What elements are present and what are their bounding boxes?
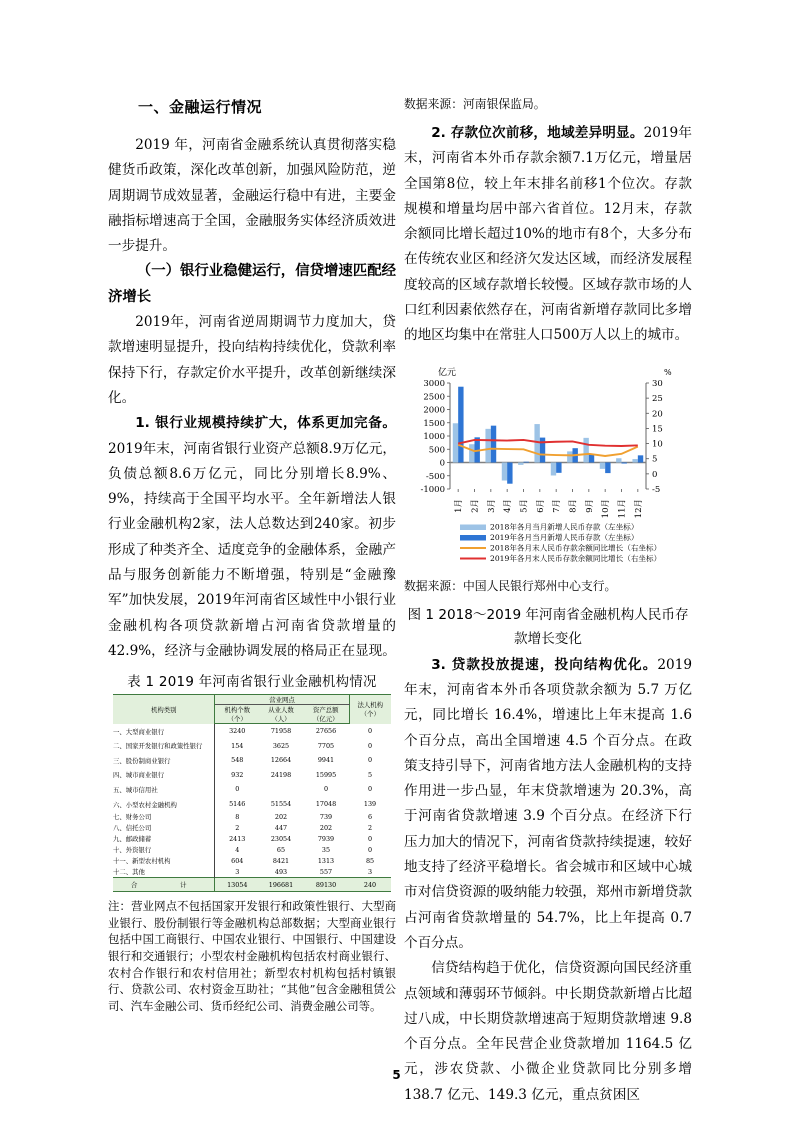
data-source-chart: 数据来源：中国人民银行郑州中心支行。 — [404, 578, 617, 593]
row-legal: 3 — [367, 867, 373, 876]
paragraph-item2 — [404, 121, 692, 349]
item1-heading: 1. 银行业规模持续扩大，体系更加完备。 — [135, 415, 396, 432]
item3-heading: 3. 贷款投放提速，投向结构优化。 — [431, 656, 658, 673]
row-label: 十一、新型农村机构 — [113, 855, 215, 866]
row-legal: 0 — [367, 741, 373, 750]
paragraph-banking-intro: 2019年，河南省逆周期调节力度加大，贷款增速明显提升，投向结构持续优化，贷款利率保持下行，存款定价水平提升，改革创新继续深化。 — [108, 314, 396, 406]
row-staff: 51554 — [270, 800, 292, 808]
row-assets: 9941 — [317, 756, 335, 765]
total-staff: 196681 — [259, 878, 303, 892]
svg-text:20: 20 — [652, 408, 663, 419]
th-institution-type: 机构类别 — [113, 695, 215, 724]
total-legal: 240 — [349, 878, 391, 892]
table-row — [113, 768, 391, 783]
table-row — [113, 855, 391, 866]
svg-text:6月: 6月 — [535, 498, 546, 513]
svg-text:11月: 11月 — [617, 498, 628, 518]
row-legal: 6 — [367, 812, 373, 821]
svg-text:5月: 5月 — [519, 498, 530, 513]
svg-text:2500: 2500 — [423, 391, 445, 402]
th-count — [215, 705, 259, 724]
svg-text:亿元: 亿元 — [438, 367, 457, 378]
table-note-lead: 注： — [108, 899, 132, 914]
svg-text:5: 5 — [652, 454, 658, 465]
page-number: 5 — [392, 1068, 401, 1082]
row-count: 2413 — [229, 834, 246, 843]
row-assets: 557 — [319, 867, 333, 876]
table-row — [113, 811, 391, 822]
svg-text:4月: 4月 — [503, 498, 514, 513]
subsection-title: （一）银行业稳健运行，信贷增速匹配经济增长 — [108, 263, 396, 305]
th-count-line2: （个） — [227, 715, 247, 724]
total-label: 合 计 — [113, 878, 215, 892]
row-staff — [259, 782, 303, 797]
chart-svg — [404, 361, 692, 573]
svg-text:3000: 3000 — [423, 378, 445, 389]
svg-text:-5: -5 — [652, 484, 661, 495]
th-legal-entities — [349, 695, 391, 724]
section-title: 一、金融运行情况 — [138, 98, 263, 116]
row-legal: 85 — [365, 856, 375, 865]
svg-text:2018年各月末人民币存款余额同比增长（右坐标）: 2018年各月末人民币存款余额同比增长（右坐标） — [490, 543, 662, 553]
svg-text:1500: 1500 — [423, 418, 445, 429]
row-count: 548 — [231, 756, 244, 765]
row-legal: 2 — [367, 823, 373, 832]
svg-text:2月: 2月 — [470, 498, 481, 513]
table-row — [113, 724, 391, 739]
item1-body: 2019年末，河南省银行业资产总额8.9万亿元，负债总额8.6万亿元，同比分别增长8.9%、9%，持续高于全国平均水平。全年新增法人银行业金融机构2家，法人总数达到240家。初步形成了种类齐全、适度竞争的金融体系，金融产品与服务创新能力不断增强，特别是“金融豫军”加快发展，2019年河南省区域性中小银行业金融机构各项贷款新增占河南省贷款增量的42.9%，经济与金融协调发展的格局正在显现。 — [108, 440, 396, 659]
row-legal: 0 — [367, 845, 373, 854]
row-label: 二、国家开发银行和政策性银行 — [113, 738, 215, 753]
row-staff: 65 — [276, 845, 286, 854]
table-caption: 表 1 2019 年河南省银行业金融机构情况 — [127, 675, 377, 691]
row-staff: 8421 — [272, 856, 290, 865]
svg-text:25: 25 — [652, 393, 663, 404]
svg-text:2000: 2000 — [423, 405, 445, 416]
row-legal: 139 — [363, 800, 377, 808]
row-staff: 447 — [274, 823, 288, 832]
svg-text:500: 500 — [428, 444, 445, 455]
right-column — [404, 95, 692, 1108]
row-staff: 3625 — [272, 741, 290, 750]
row-staff: 71958 — [270, 727, 292, 736]
svg-text:-1000: -1000 — [420, 484, 445, 495]
svg-text:-500: -500 — [425, 471, 445, 482]
bank-institutions-table — [113, 694, 391, 892]
row-staff: 202 — [274, 812, 288, 821]
row-legal: 5 — [367, 770, 373, 779]
table-row — [113, 844, 391, 855]
row-staff: 23054 — [270, 834, 292, 843]
row-count: 5146 — [229, 800, 246, 808]
row-assets: 7939 — [317, 834, 335, 843]
svg-text:1000: 1000 — [423, 431, 445, 442]
row-legal: 0 — [367, 834, 373, 843]
th-assets-line1: 资产总额 — [312, 706, 339, 715]
row-assets: 1313 — [317, 856, 335, 865]
total-assets: 89130 — [303, 878, 349, 892]
row-label: 五、城市信用社 — [113, 782, 215, 797]
row-label: 十二、其他 — [113, 866, 215, 878]
row-staff: 12664 — [270, 756, 292, 765]
row-count: 4 — [235, 845, 240, 854]
row-legal: 0 — [367, 785, 373, 794]
svg-text:8月: 8月 — [568, 498, 579, 513]
table-row — [113, 797, 391, 812]
svg-text:10: 10 — [652, 439, 663, 450]
row-label: 八、信托公司 — [113, 822, 215, 833]
table-row — [113, 822, 391, 833]
row-assets: 35 — [321, 845, 331, 854]
row-assets: 15995 — [315, 770, 337, 779]
row-count: 0 — [235, 785, 240, 794]
row-assets: 27656 — [315, 727, 337, 736]
item2-body: 2019年末，河南省本外币存款余额7.1万亿元，增量居全国第8位，较上年末排名前移1个位次。存款规模和增量均居中部六省首位。12月末，存款余额同比增长超过10%的地市有8个，大多分布在传统农业区和经济欠发达区域，而经济发展程度较高的区域存款增长较慢。区域存款市场的人口红利因素依然存在，河南省新增存款同比多增的地区均集中在常驻人口500万人以上的城市。 — [404, 125, 692, 344]
svg-text:10月: 10月 — [601, 498, 612, 518]
row-count: 8 — [235, 812, 240, 821]
row-label: 六、小型农村金融机构 — [113, 797, 215, 812]
row-assets: 7705 — [317, 741, 335, 750]
table-row — [113, 782, 391, 797]
th-staff-line1: 从业人数 — [268, 706, 294, 715]
th-legal-line1: 法人机构 — [357, 701, 384, 710]
row-assets: 202 — [319, 823, 333, 832]
row-count: 2 — [235, 823, 240, 832]
table-note-body: 营业网点不包括国家开发银行和政策性银行、大型商业银行、股份制银行等金融机构总部数据；大型商业银行包括中国工商银行、中国农业银行、中国银行、中国建设银行和交通银行；小型农村金融机构包括农村商业银行、农村合作银行和农村信用社；新型农村机构包括村镇银行、贷款公司、农村资金互助社；“其他”包含金融租赁公司、汽车金融公司、货币经纪公司、消费金融公司等。 — [108, 899, 396, 1013]
figure-caption: 图 1 2018～2019 年河南省金融机构人民币存款增长变化 — [407, 606, 689, 647]
svg-text:15: 15 — [652, 424, 663, 435]
row-assets: 0 — [323, 785, 329, 794]
svg-text:12月: 12月 — [633, 498, 644, 518]
svg-text:7月: 7月 — [552, 498, 563, 513]
data-source-table: 数据来源：河南银保监局。 — [404, 97, 546, 111]
row-staff: 493 — [274, 867, 288, 876]
svg-text:2019年各月当月新增人民币存款（左坐标）: 2019年各月当月新增人民币存款（左坐标） — [490, 532, 639, 542]
table-row — [113, 833, 391, 844]
row-assets: 739 — [319, 812, 333, 821]
svg-text:9月: 9月 — [584, 498, 595, 513]
deposit-growth-chart — [404, 361, 692, 577]
row-label: 九、邮政储蓄 — [113, 833, 215, 844]
row-count: 932 — [231, 770, 244, 779]
svg-text:0: 0 — [439, 458, 445, 469]
svg-text:30: 30 — [652, 378, 663, 389]
th-outlets-group: 营业网点 — [215, 695, 349, 705]
th-legal-line2: （个） — [360, 710, 380, 719]
left-column — [108, 95, 396, 1014]
th-assets — [303, 705, 349, 724]
th-staff-line2: （人） — [271, 715, 291, 724]
svg-text:0: 0 — [652, 469, 658, 480]
table-row — [113, 738, 391, 753]
table-row — [113, 753, 391, 768]
svg-text:1月: 1月 — [454, 498, 465, 513]
row-count: 154 — [231, 741, 244, 750]
svg-text:2019年各月末人民币存款余额同比增长（右坐标）: 2019年各月末人民币存款余额同比增长（右坐标） — [490, 553, 662, 563]
row-label: 三、股份制商业银行 — [113, 753, 215, 768]
th-staff — [259, 705, 303, 724]
row-count: 3240 — [229, 727, 246, 736]
item2-heading: 2. 存款位次前移，地域差异明显。 — [431, 125, 644, 141]
row-legal: 0 — [367, 727, 373, 736]
paragraph-item1 — [108, 411, 396, 664]
item3-body: 2019 年末，河南省本外币各项贷款余额为 5.7 万亿元，同比增长 16.4%，增速比上年末提高 1.6 个百分点，高出全国增速 4.5 个百分点。在政策支持引导下，河南省地方法人金融机构的支持作用进一步凸显，年末贷款增速为 20.3%，高于河南省贷款增速 3.9 个百分点。在经济下行压力加大的情况下，河南省贷款持续提速，较好地支持了经济平稳增长。省会城市和区域中心城市对信贷资源的吸纳能力较强，郑州市新增贷款占河南省贷款增量的 54.7%，比上年提高 0.7 个百分点。 — [404, 656, 692, 951]
row-count: 604 — [231, 856, 244, 865]
row-staff: 24198 — [270, 770, 292, 779]
paragraph-credit-structure: 信贷结构趋于优化，信贷资源向国民经济重点领域和薄弱环节倾斜。中长期贷款新增占比超过八成，中长期贷款增速高于短期贷款增速 9.8 个百分点。全年民营企业贷款增加 1164.5 亿元，涉农贷款、小微企业贷款同比分别多增 138.7 亿元、149.3 亿元，重点贫困区 — [404, 960, 692, 1103]
table-header-row-1 — [113, 695, 391, 705]
row-legal: 0 — [367, 756, 373, 765]
row-assets: 17048 — [315, 800, 337, 808]
paragraph-item3 — [404, 653, 692, 957]
table-row — [113, 866, 391, 878]
svg-text:%: % — [664, 367, 672, 377]
svg-text:3月: 3月 — [486, 498, 497, 513]
svg-text:2018年各月当月新增人民币存款（左坐标）: 2018年各月当月新增人民币存款（左坐标） — [490, 522, 639, 532]
table-total-row — [113, 878, 391, 892]
total-count: 13054 — [215, 878, 259, 892]
th-count-line1: 机构个数 — [224, 706, 251, 715]
row-label: 七、财务公司 — [113, 811, 215, 822]
row-label: 十、外资银行 — [113, 844, 215, 855]
paragraph-intro: 2019 年，河南省金融系统认真贯彻落实稳健货币政策，深化改革创新，加强风险防范，逆周期调节成效显著，金融运行稳中有进，主要金融指标增速高于全国，金融服务实体经济质效进一步提升。 — [108, 137, 396, 255]
th-assets-line2: （亿元） — [312, 715, 339, 724]
row-label: 四、城市商业银行 — [113, 768, 215, 783]
row-count: 3 — [235, 867, 240, 876]
row-label: 一、大型商业银行 — [113, 724, 215, 739]
table-note — [108, 898, 396, 1014]
